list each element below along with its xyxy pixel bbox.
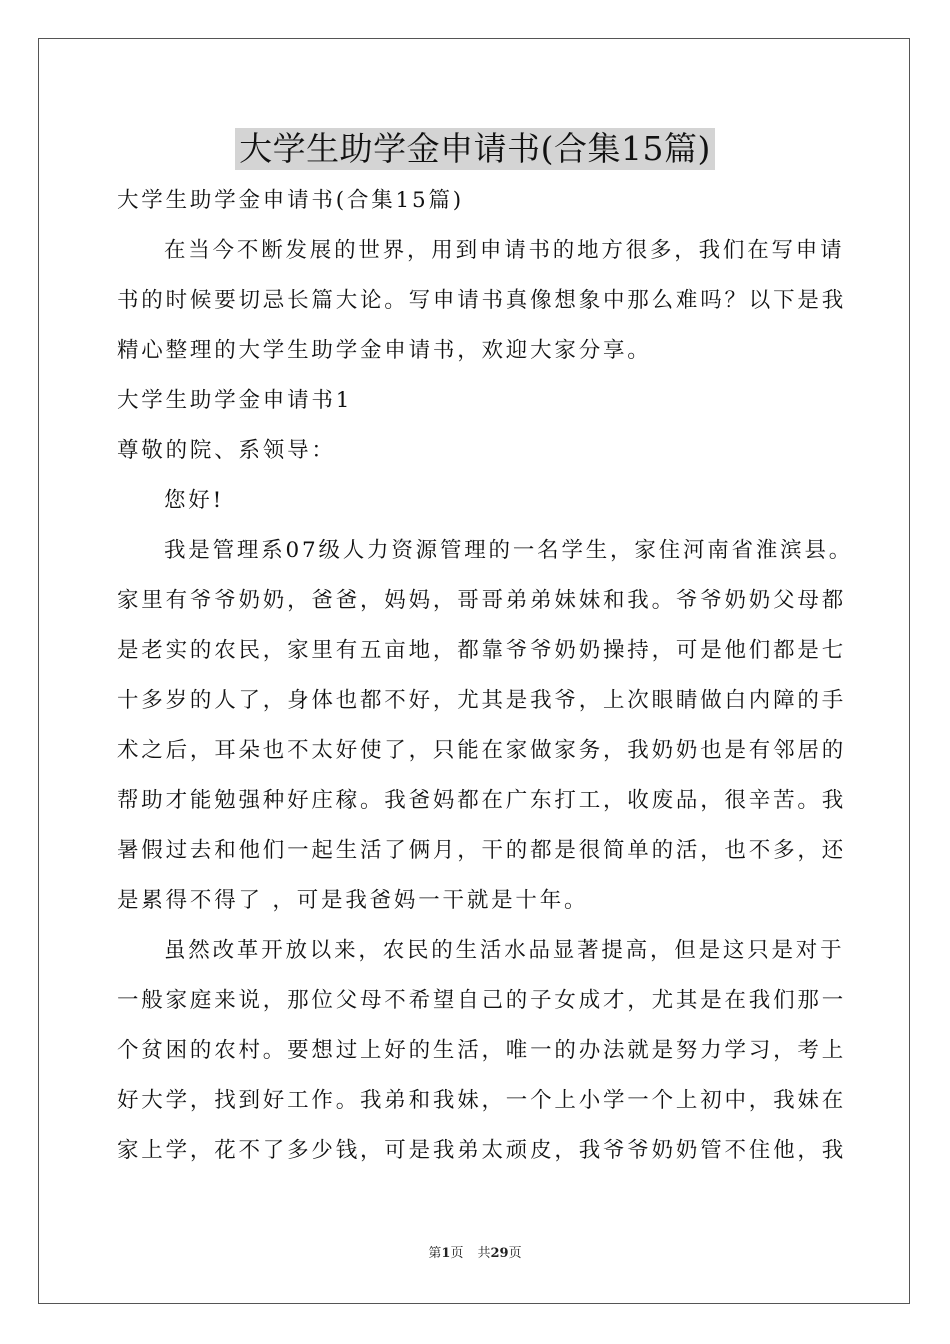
text-line: 书的时候要切忌长篇大论。写申请书真像想象中那么难吗？以下是我 xyxy=(117,288,847,313)
footer-total-prefix: 共 xyxy=(477,1246,491,1261)
text-line: 精心整理的大学生助学金申请书，欢迎大家分享。 xyxy=(117,338,652,363)
text-line: 是老实的农民，家里有五亩地，都靠爷爷奶奶操持，可是他们都是七 xyxy=(117,638,847,663)
text-line: 我是管理系07级人力资源管理的一名学生，家住河南省淮滨县。 xyxy=(164,538,854,563)
document-title-text: 大学生助学金申请书(合集15篇) xyxy=(235,128,715,170)
text-line: 您好! xyxy=(164,488,225,513)
text-line: 一般家庭来说，那位父母不希望自己的子女成才，尤其是在我们那一 xyxy=(117,988,847,1013)
text-line: 术之后，耳朵也不太好使了，只能在家做家务，我奶奶也是有邻居的 xyxy=(117,738,847,763)
text-line: 家里有爷爷奶奶，爸爸，妈妈，哥哥弟弟妹妹和我。爷爷奶奶父母都 xyxy=(117,588,847,613)
footer-page-number: 1 xyxy=(441,1246,451,1261)
text-line: 家上学，花不了多少钱，可是我弟太顽皮，我爷爷奶奶管不住他，我 xyxy=(117,1138,847,1163)
text-line: 尊敬的院、系领导： xyxy=(117,438,336,463)
text-line: 大学生助学金申请书1 xyxy=(117,388,353,413)
footer-page-suffix: 页 xyxy=(450,1246,464,1261)
footer-page-prefix: 第 xyxy=(428,1246,442,1261)
text-line: 暑假过去和他们一起生活了俩月，干的都是很简单的活，也不多，还 xyxy=(117,838,847,863)
text-line: 十多岁的人了，身体也都不好，尤其是我爷，上次眼睛做白内障的手 xyxy=(117,688,847,713)
text-line: 个贫困的农村。要想过上好的生活，唯一的办法就是努力学习，考上 xyxy=(117,1038,847,1063)
text-line: 虽然改革开放以来，农民的生活水品显著提高，但是这只是对于 xyxy=(164,938,845,963)
text-line: 是累得不得了 ，可是我爸妈一干就是十年。 xyxy=(117,888,589,913)
text-line: 帮助才能勉强种好庄稼。我爸妈都在广东打工，收废品，很辛苦。我 xyxy=(117,788,847,813)
text-line: 好大学，找到好工作。我弟和我妹，一个上小学一个上初中，我妹在 xyxy=(117,1088,847,1113)
text-line: 在当今不断发展的世界，用到申请书的地方很多，我们在写申请 xyxy=(164,238,845,263)
document-title xyxy=(0,128,950,170)
footer-total-suffix: 页 xyxy=(508,1246,522,1261)
page-footer xyxy=(0,1245,950,1263)
footer-total-pages: 29 xyxy=(490,1246,509,1261)
document-body xyxy=(117,176,852,1176)
text-line: 大学生助学金申请书(合集15篇) xyxy=(117,188,464,213)
